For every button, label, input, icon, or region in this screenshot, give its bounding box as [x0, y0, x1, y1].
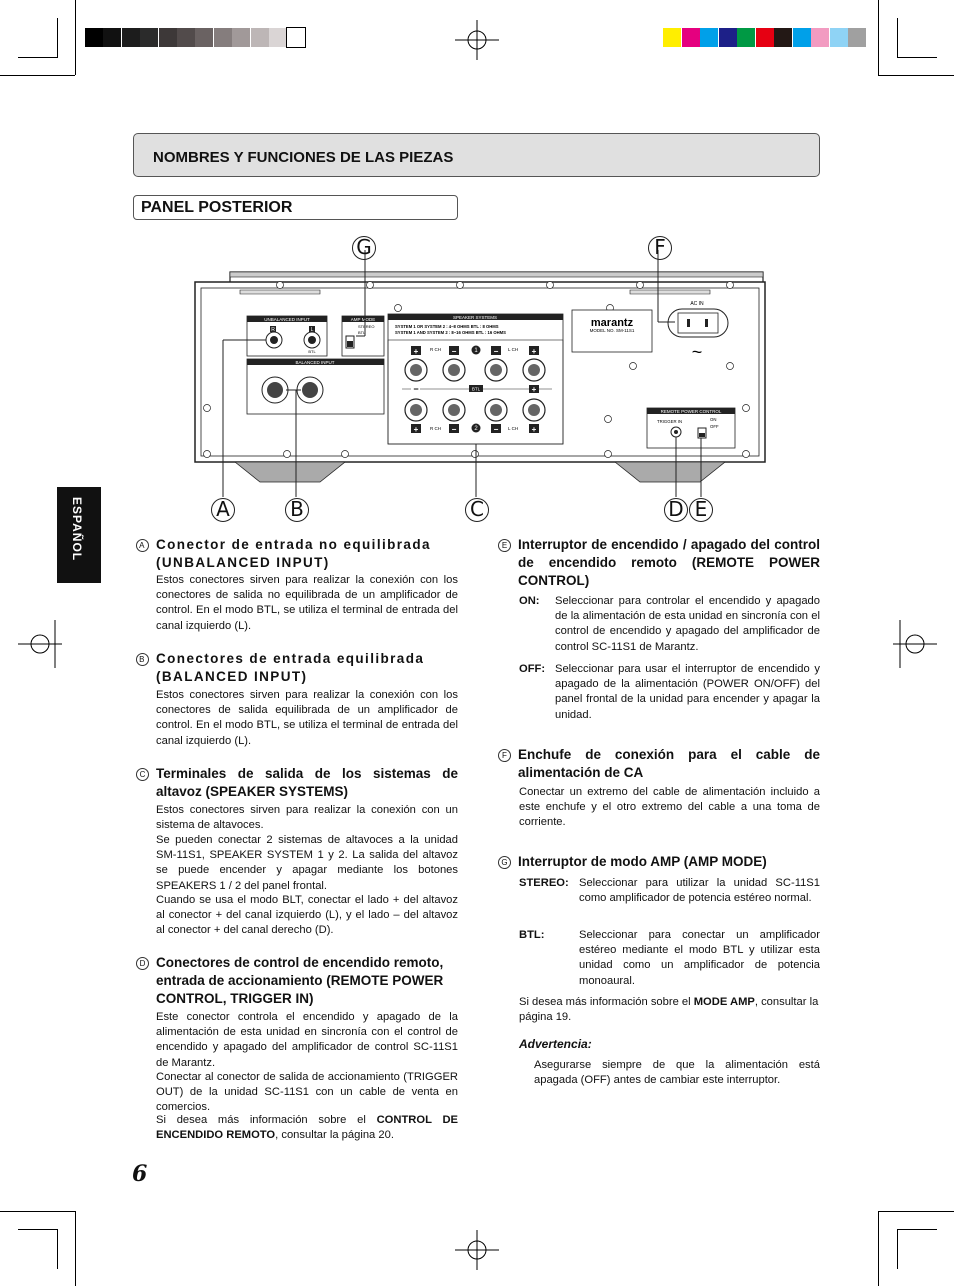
color-swatch [848, 28, 866, 47]
item-g-more-info: Si desea más información sobre el MODE AMP, consultar la página 19. [519, 996, 819, 1024]
item-d-letter: D [136, 957, 149, 970]
crop-mark [897, 57, 937, 58]
callout-d: D [664, 498, 688, 522]
gray-swatch [177, 28, 195, 47]
item-g-stereo-label: STEREO: [519, 877, 569, 889]
color-swatch [663, 28, 681, 47]
color-swatch [830, 28, 848, 47]
registration-target-right [893, 620, 937, 668]
item-d-title: D Conectores de control de encendido remoto, entrada de accionamiento (REMOTE POWER CONTROL, TRIGGER IN) [136, 954, 458, 972]
crop-mark [75, 0, 76, 75]
r-label: R [271, 327, 275, 333]
svg-text:−: − [413, 384, 419, 394]
crop-mark [57, 1229, 58, 1269]
section-title: PANEL POSTERIOR [141, 199, 293, 216]
crop-mark [75, 1211, 76, 1286]
gray-swatch [251, 28, 269, 47]
rear-panel-diagram [190, 232, 770, 522]
crop-mark [878, 75, 954, 76]
l-label: L [310, 327, 314, 333]
amp-stereo-label: STEREO [358, 324, 375, 329]
page-number: 6 [132, 1161, 148, 1187]
unbalanced-input-label: UNBALANCED INPUT [264, 317, 310, 322]
color-swatch [700, 28, 718, 47]
callout-c: C [465, 498, 489, 522]
svg-text:+: + [531, 385, 537, 394]
gray-swatch [140, 28, 158, 47]
svg-text:−: − [451, 347, 457, 356]
gray-swatch [287, 28, 305, 47]
item-e-title: E Interruptor de encendido / apagado del control de encendido remoto (REMOTE POWER CONTROL) [498, 536, 820, 554]
color-swatch [682, 28, 700, 47]
item-e-on-text: Seleccionar para controlar el encendido y apagado de la alimentación de esta unidad en sincronía con el control de encendido y apagado del amplificador de control SC-11S1 de Marantz. [555, 595, 820, 653]
model-label: MODEL NO. SM-11S1 [589, 328, 635, 333]
color-swatch [793, 28, 811, 47]
crop-mark [878, 1211, 879, 1286]
gray-swatch [159, 28, 177, 47]
gray-swatch [122, 28, 140, 47]
item-c-body-2: Se pueden conectar 2 sistemas de altavoces a la unidad SM-11S1, SPEAKER SYSTEM 1 y 2. La salida del altavoz se puede encender y apagar mediante los botones SPEAKERS 1 / 2 del panel frontal. [156, 834, 458, 892]
registration-target-top [455, 20, 499, 60]
speaker-rch-top: R CH [430, 347, 441, 352]
svg-text:+: + [413, 347, 419, 356]
on-label: ON [710, 417, 717, 422]
gray-swatch [269, 28, 287, 47]
item-a-body: Estos conectores sirven para realizar la conexión con los conectores de salida no equilibrada de un amplificador de control. En el modo BTL, se utiliza el terminal de entrada del canal izquierdo (L). [156, 574, 458, 632]
item-d-body-1: Este conector controla el encendido y apagado de la alimentación de esta unidad en sincronía con el control de encendido y apagado del amplificador de control SC-11S1 de Marantz. [156, 1011, 458, 1069]
svg-text:−: − [451, 425, 457, 434]
callout-b: B [285, 498, 309, 522]
registration-target-left [18, 620, 62, 668]
item-g-btl-text: Seleccionar para conectar un amplificador estéreo mediante el modo BTL y utilizar esta unidad como un amplificador de potencia monoaural. [579, 929, 820, 987]
svg-text:1: 1 [474, 348, 478, 354]
item-a-title: A Conector de entrada no equilibrada (UNBALANCED INPUT) [136, 536, 458, 554]
crop-mark [878, 0, 879, 75]
svg-text:−: − [493, 425, 499, 434]
gray-swatch [232, 28, 250, 47]
svg-text:+: + [531, 425, 537, 434]
warning-title: Advertencia: [519, 1037, 592, 1051]
gray-swatch [85, 28, 103, 47]
callout-g: G [352, 236, 376, 260]
registration-target-bottom [455, 1230, 499, 1270]
trigger-in-label: TRIGGER IN [657, 419, 683, 424]
speaker-rch-bottom: R CH [430, 426, 441, 431]
item-e-off-text: Seleccionar para usar el interruptor de encendido y apagado de la alimentación (POWER ON/OFF) del panel frontal de la unidad para encender y apagar la unidad. [555, 663, 820, 721]
item-g-letter: G [498, 856, 511, 869]
item-f-body: Conectar un extremo del cable de alimentación incluido a este enchufe y el otro extremo del cable a una toma de corriente. [519, 786, 820, 829]
gray-swatch [214, 28, 232, 47]
crop-mark [878, 1211, 954, 1212]
ac-in-label: AC IN [690, 301, 704, 307]
item-f-letter: F [498, 749, 511, 762]
crop-mark [57, 18, 58, 58]
item-d-body-3: Si desea más información sobre el CONTROL DE ENCENDIDO REMOTO, consultar la página 20. [156, 1114, 458, 1142]
brand-logo: marantz [590, 317, 634, 329]
color-swatch [756, 28, 774, 47]
svg-text:+: + [531, 347, 537, 356]
crop-mark [897, 18, 898, 58]
speaker-btl-label: BTL [471, 386, 481, 392]
callout-f: F [648, 236, 672, 260]
warning-text: Asegurarse siempre de que la alimentación está apagada (OFF) antes de cambiar este interruptor. [534, 1059, 820, 1087]
crop-mark [0, 1211, 75, 1212]
speaker-line-1: SYSTEM 1 OR SYSTEM 2 : 4~8 OHMS BTL : 8 OHMS [395, 324, 499, 329]
amp-mode-label: AMP MODE [350, 317, 376, 322]
item-a-letter: A [136, 539, 149, 552]
language-label: ESPAÑOL [70, 497, 84, 562]
gray-swatch [195, 28, 213, 47]
speaker-lch-bottom: L CH [508, 426, 519, 431]
svg-text:−: − [493, 347, 499, 356]
item-e-letter: E [498, 539, 511, 552]
item-g-btl-label: BTL: [519, 929, 545, 941]
btl-mini-label: BTL [308, 349, 316, 354]
speaker-systems-label: SPEAKER SYSTEMS [452, 315, 498, 320]
crop-mark [18, 57, 58, 58]
item-e-on-label: ON: [519, 595, 540, 607]
color-swatch [774, 28, 792, 47]
chapter-title: NOMBRES Y FUNCIONES DE LAS PIEZAS [153, 149, 454, 166]
color-swatch [811, 28, 829, 47]
item-c-body-1: Estos conectores sirven para realizar la conexión con un sistema de altavoces. [156, 804, 458, 832]
item-b-title: B Conectores de entrada equilibrada (BALANCED INPUT) [136, 650, 458, 668]
callout-a: A [211, 498, 235, 522]
item-g-title: G Interruptor de modo AMP (AMP MODE) [498, 853, 820, 871]
crop-mark [18, 1229, 58, 1230]
crop-mark [897, 1229, 937, 1230]
svg-text:~: ~ [691, 342, 703, 362]
callout-e: E [689, 498, 713, 522]
off-label: OFF [710, 424, 719, 429]
item-b-letter: B [136, 653, 149, 666]
crop-mark [897, 1229, 898, 1269]
balanced-input-label: BALANCED INPUT [295, 360, 335, 365]
item-c-body-3: Cuando se usa el modo BLT, conectar el lado + del altavoz al conector + del canal izquierdo (L), y el lado – del altavoz al conector + del canal derecho (D). [156, 894, 458, 937]
item-f-title: F Enchufe de conexión para el cable de alimentación de CA [498, 746, 820, 764]
item-c-letter: C [136, 768, 149, 781]
item-e-off-label: OFF: [519, 663, 546, 675]
speaker-lch-top: L CH [508, 347, 519, 352]
item-b-body: Estos conectores sirven para realizar la conexión con los conectores de salida equilibrada de un amplificador de control. En el modo BTL, se utiliza el terminal de entrada del canal izquierdo (L). [156, 689, 458, 747]
item-d-body-2: Conectar al conector de salida de accionamiento (TRIGGER OUT) de la unidad SC-11S1 con un cable de venta en comercios. [156, 1071, 458, 1114]
remote-power-control-label: REMOTE POWER CONTROL [660, 409, 722, 414]
chapter-header [133, 133, 820, 177]
gray-swatch [103, 28, 121, 47]
svg-text:+: + [413, 425, 419, 434]
color-swatch [737, 28, 755, 47]
crop-mark [0, 75, 75, 76]
color-swatch [719, 28, 737, 47]
item-c-title: C Terminales de salida de los sistemas de altavoz (SPEAKER SYSTEMS) [136, 765, 458, 783]
item-g-stereo-text: Seleccionar para utilizar la unidad SC-11S1 como amplificador de potencia estéreo normal. [579, 877, 820, 905]
language-tab [57, 487, 101, 583]
amp-btl-label: BTL [358, 330, 366, 335]
svg-text:2: 2 [474, 426, 478, 432]
speaker-line-2: SYSTEM 1 AND SYSTEM 2 : 8~16 OHMS BTL : 16 OHMS [395, 330, 506, 335]
section-header [133, 195, 458, 220]
